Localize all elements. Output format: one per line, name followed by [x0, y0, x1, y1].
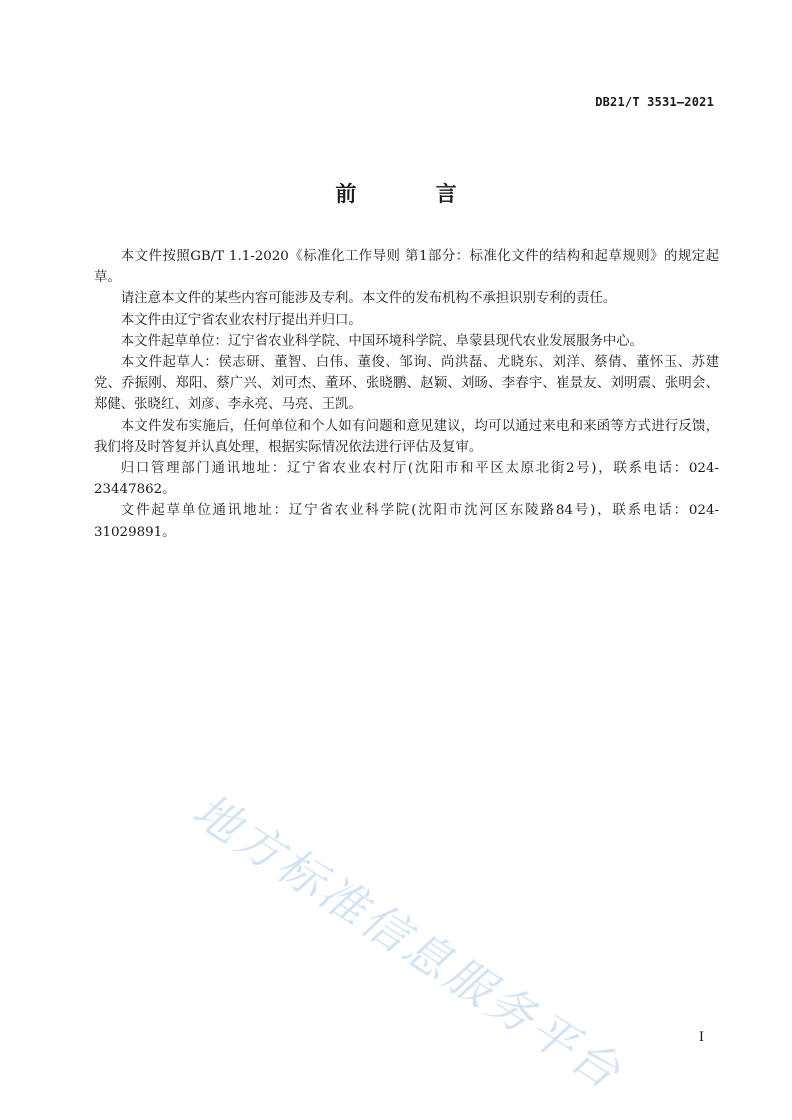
watermark: 地方标准信息服务平台	[183, 782, 633, 1101]
paragraph-proposer: 本文件由辽宁省农业农村厅提出并归口。	[120, 312, 362, 328]
page-title: 前 言	[335, 182, 493, 206]
paragraph-drafter-contact: 文件起草单位通讯地址：辽宁省农业科学院(沈阳市沈河区东陵路84号)，联系电话：024-31029891。	[94, 503, 719, 540]
paragraph-drafting-rules: 本文件按照GB/T 1.1-2020《标准化工作导则 第1部分：标准化文件的结构和起草规则》的规定起草。	[94, 249, 719, 286]
page-number: I	[698, 1030, 704, 1045]
paragraph-patent-notice: 请注意本文件的某些内容可能涉及专利。本文件的发布机构不承担识别专利的责任。	[120, 291, 617, 307]
paragraph-drafting-units: 本文件起草单位：辽宁省农业科学院、中国环境科学院、阜蒙县现代农业发展服务中心。	[120, 333, 644, 349]
standard-code: DB21/T 3531—2021	[595, 95, 714, 109]
paragraph-drafters: 本文件起草人：侯志研、董智、白伟、董俊、邹询、尚洪磊、尤晓东、刘洋、蔡倩、董怀玉、苏建党、乔振刚、郑阳、蔡广兴、刘可杰、董环、张晓鹏、赵颖、刘旸、李春宇、崔景友、刘明震、张明会、郑健、张晓红、刘彦、李永亮、马亮、王凯。	[94, 355, 719, 413]
paragraph-admin-contact: 归口管理部门通讯地址：辽宁省农业农村厅(沈阳市和平区太原北街2号)，联系电话：024-23447862。	[94, 461, 719, 498]
foreword-body	[94, 246, 719, 543]
paragraph-feedback: 本文件发布实施后，任何单位和个人如有问题和意见建议，均可以通过来电和来函等方式进行反馈，我们将及时答复并认真处理，根据实际情况依法进行评估及复审。	[94, 418, 719, 455]
